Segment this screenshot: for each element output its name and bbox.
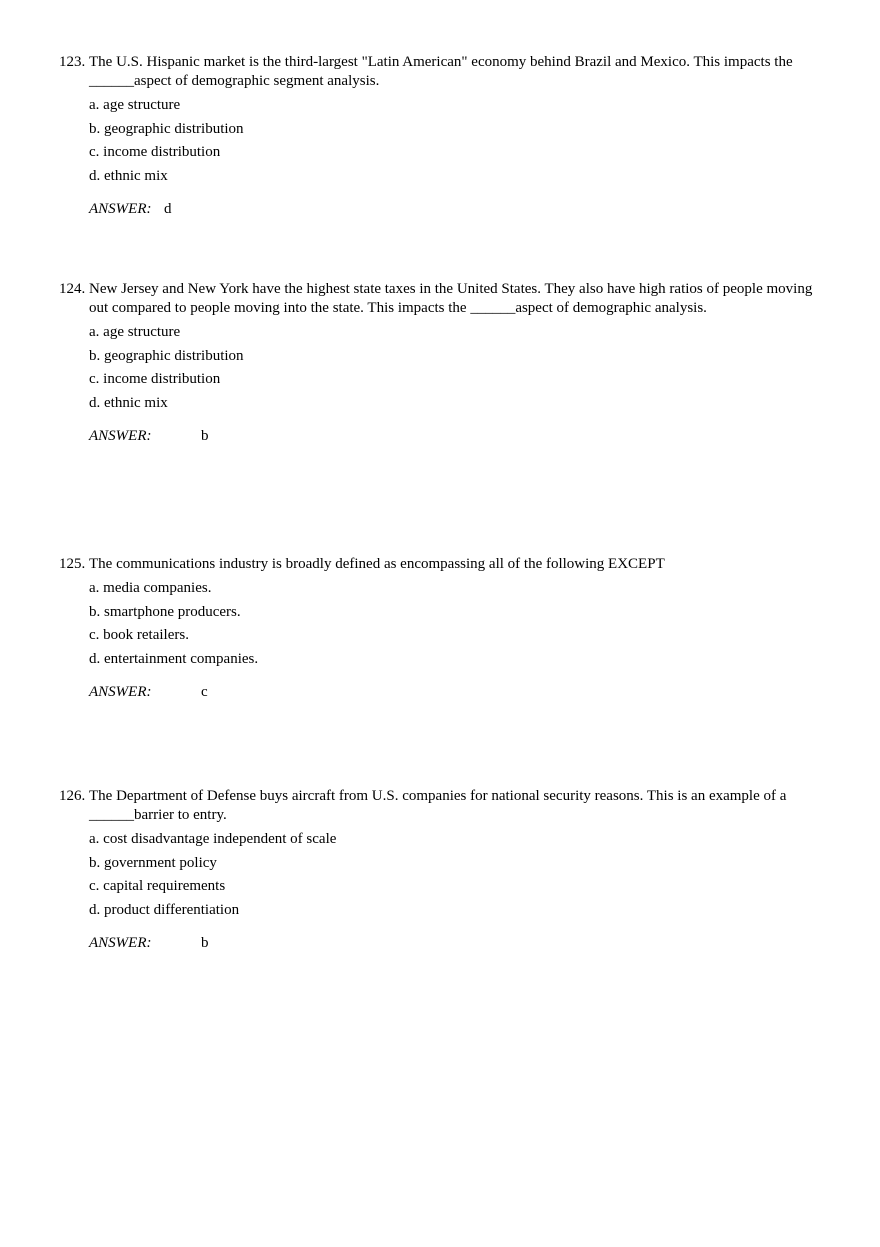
answer-label: ANSWER: [89, 684, 152, 700]
option-b: b. smartphone producers. [89, 603, 241, 620]
answer-line [89, 933, 829, 953]
question-text: New Jersey and New York have the highest state taxes in the United States. They also have high ratios of people moving out compared to people moving into the state. This impacts the ______aspect of demographic analysis. [89, 281, 813, 316]
question-text: The U.S. Hispanic market is the third-largest "Latin American" economy behind Brazil and Mexico. This impacts the ______aspect of demographic segment analysis. [89, 54, 793, 89]
answer-value: b [201, 935, 209, 951]
question-number: 124. [59, 281, 86, 297]
question-number: 123. [59, 54, 86, 70]
option-c: c. income distribution [89, 371, 221, 387]
option-a: a. age structure [89, 324, 181, 340]
answer-value: c [201, 684, 208, 700]
option-list [89, 578, 829, 672]
option-c: c. book retailers. [89, 627, 189, 643]
option-a: a. age structure [89, 97, 181, 113]
question-number: 126. [59, 788, 86, 804]
answer-line [89, 199, 829, 219]
question-number: 125. [59, 556, 86, 572]
question-stem [59, 555, 829, 574]
option-b: b. geographic distribution [89, 347, 244, 364]
answer-value: b [201, 428, 209, 444]
answer-line [89, 426, 829, 446]
question-stem [59, 280, 829, 318]
option-list [89, 95, 829, 189]
question-stem [59, 53, 829, 91]
question-stem [59, 787, 829, 825]
option-d: d. ethnic mix [89, 394, 168, 411]
question-text: The Department of Defense buys aircraft from U.S. companies for national security reasons. This is an example of a ______barrier to entry. [89, 788, 787, 823]
option-list [89, 829, 829, 923]
option-d: d. product differentiation [89, 901, 240, 918]
question-text: The communications industry is broadly defined as encompassing all of the following EXCEPT [89, 556, 665, 572]
option-c: c. capital requirements [89, 878, 226, 894]
answer-label: ANSWER: [89, 935, 152, 951]
answer-line [89, 682, 829, 702]
question-126 [59, 787, 829, 953]
answer-value: d [164, 201, 172, 217]
option-b: b. geographic distribution [89, 120, 244, 137]
answer-label: ANSWER: [89, 201, 152, 217]
option-d: d. entertainment companies. [89, 650, 259, 667]
option-c: c. income distribution [89, 144, 221, 160]
option-b: b. government policy [89, 854, 217, 871]
answer-label: ANSWER: [89, 428, 152, 444]
option-a: a. media companies. [89, 580, 212, 596]
question-123 [59, 53, 829, 219]
option-a: a. cost disadvantage independent of scale [89, 831, 337, 847]
option-list [89, 322, 829, 416]
option-d: d. ethnic mix [89, 167, 168, 184]
question-125 [59, 555, 829, 702]
question-124 [59, 280, 829, 446]
